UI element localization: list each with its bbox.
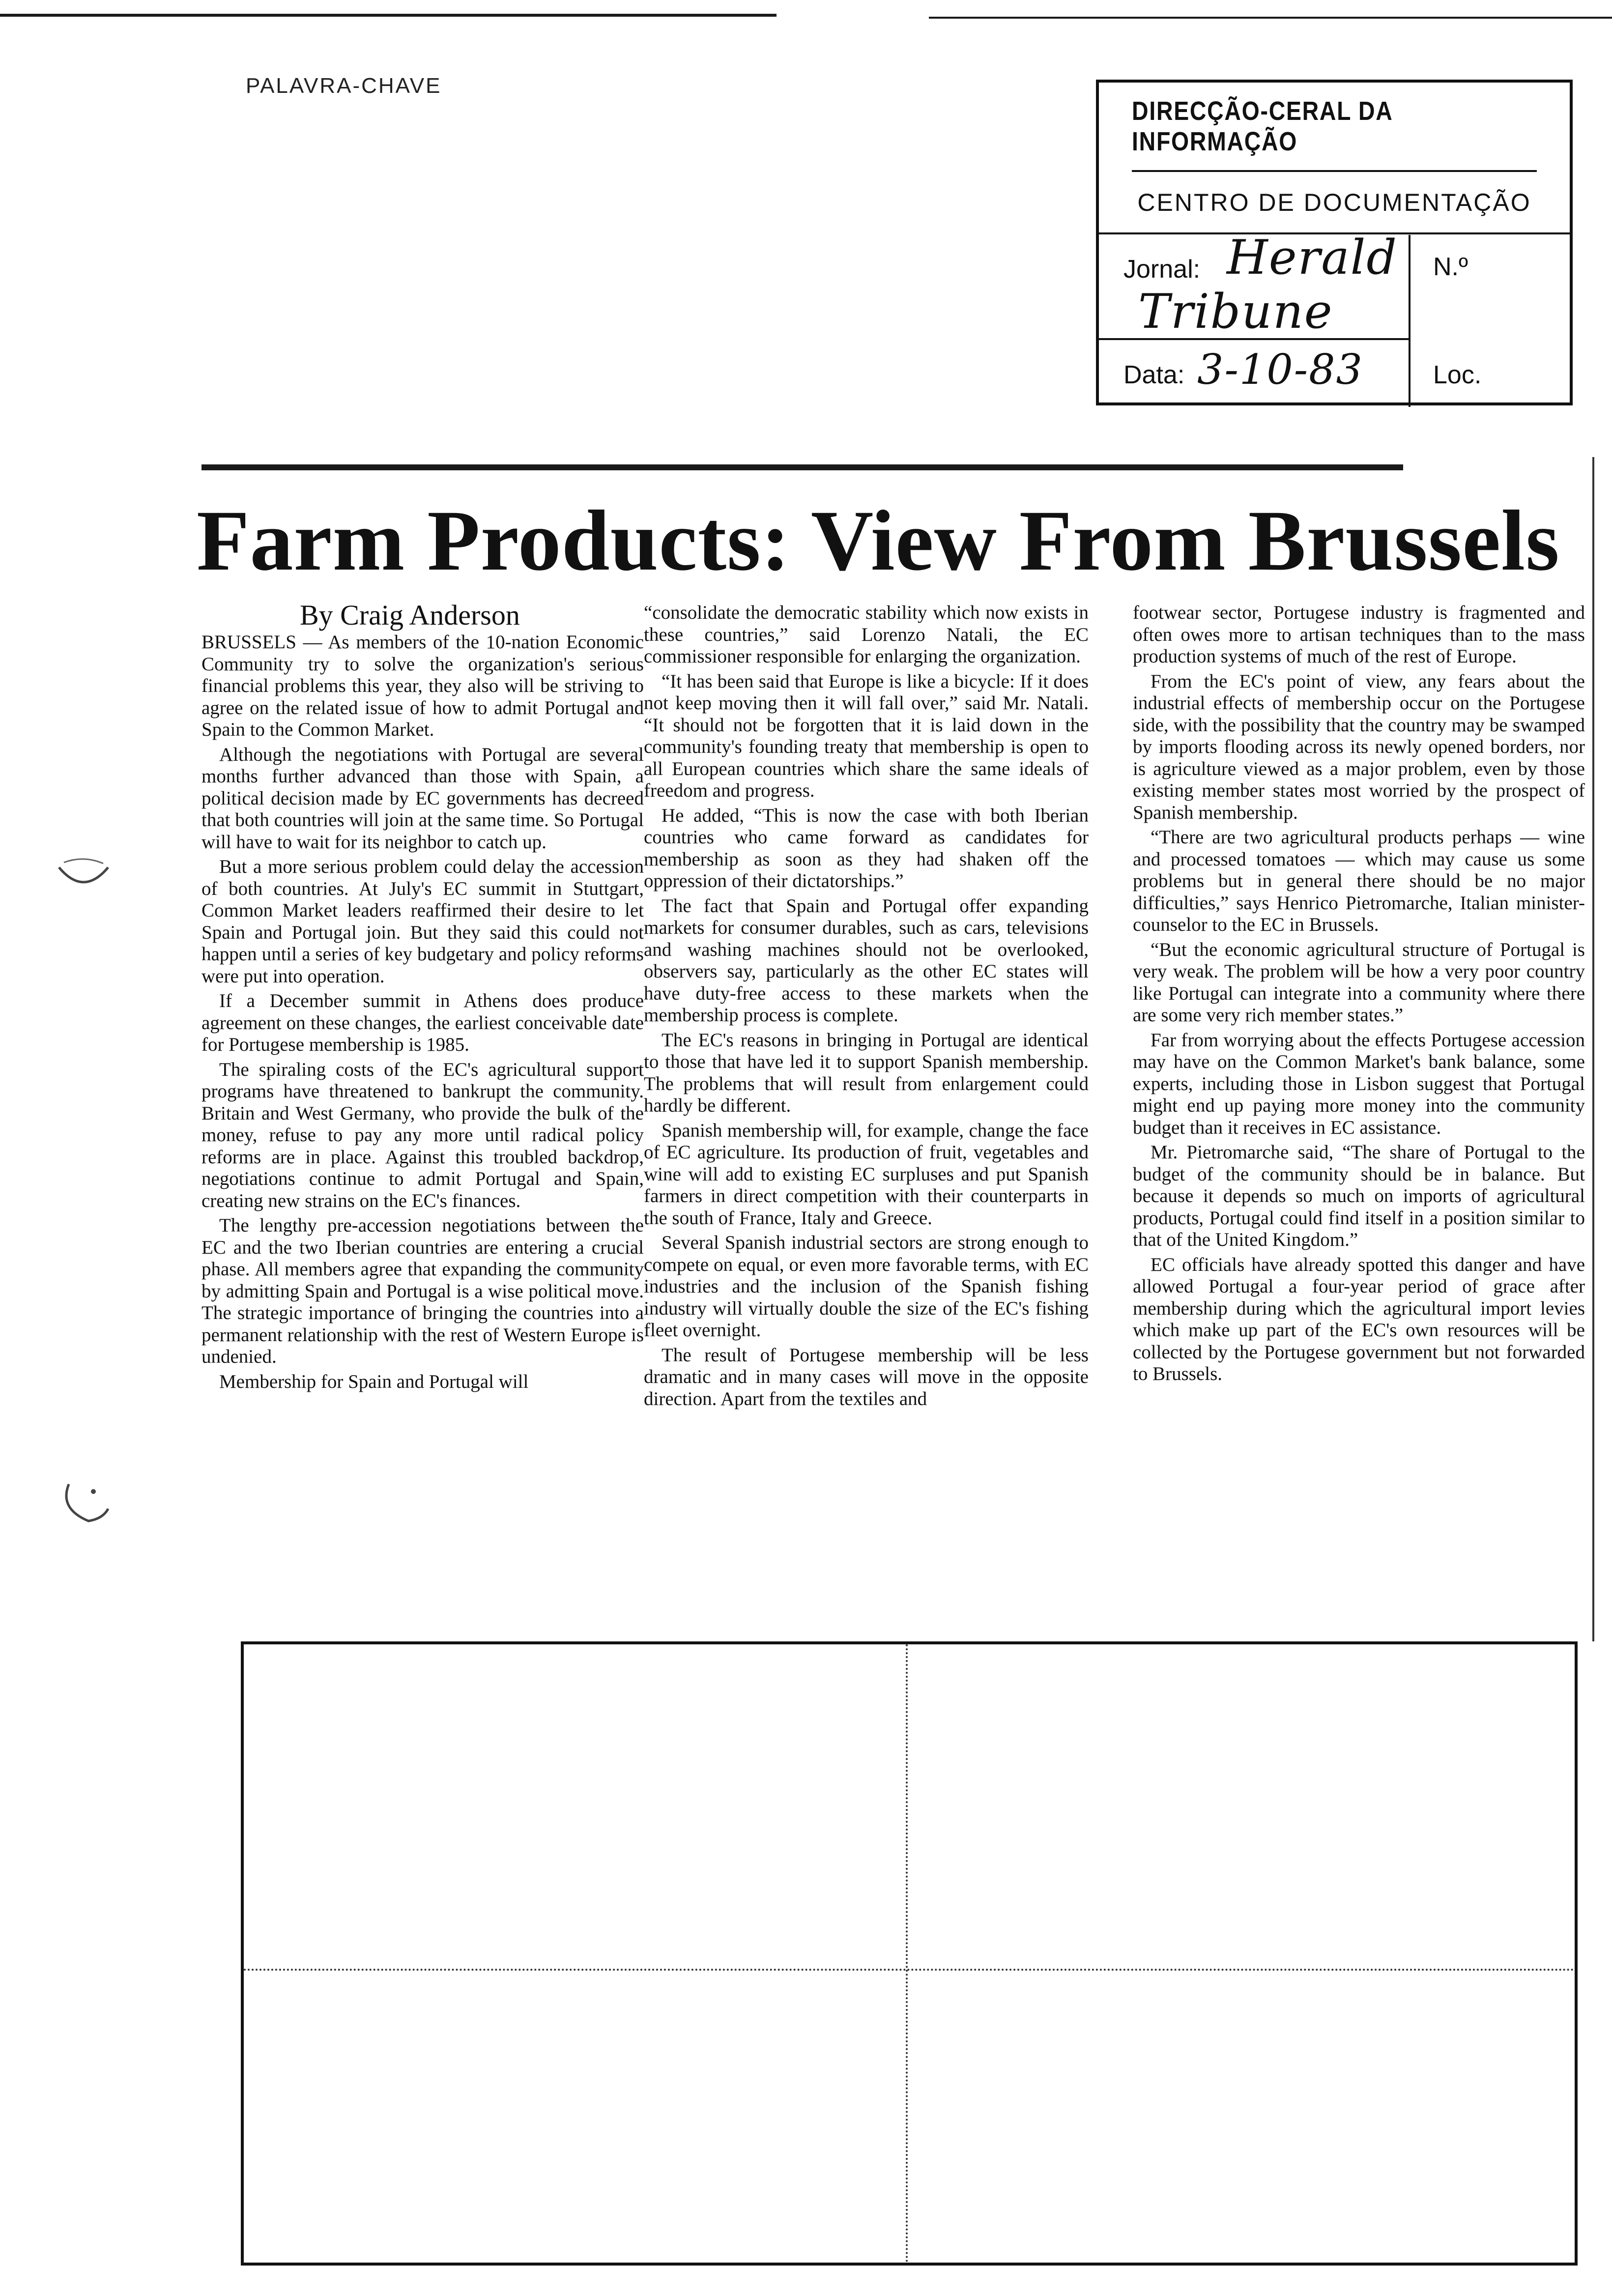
stamp-number-label: N.º [1433,253,1468,281]
paragraph: But a more serious problem could delay the accession of both countries. At July's EC summit in Stuttgart, Common Market leaders reaffirmed their desire to let Spain and Portugal join. But they said this could not happen until a series of key budgetary and policy reforms were put into operation. [202,856,644,987]
keyword-label: PALAVRA-CHAVE [246,74,442,98]
article-column-1 [202,631,644,1396]
paragraph: “There are two agricultural products perhaps — wine and processed tomatoes — which may cause us some problems but in general there should be no major difficulties,” says Henrico Pietromarche, Italian minister-counselor to the EC in Brussels. [1133,827,1585,935]
byline: By Craig Anderson [300,599,520,631]
box-divider-horizontal [244,1969,1575,1971]
right-margin-rule [1592,457,1594,1641]
headline-rule [202,464,1403,470]
stamp-date-value: 3-10-83 [1197,345,1363,394]
stamp-subheader: CENTRO DE DOCUMENTAÇÃO [1099,172,1570,234]
box-divider-vertical [906,1644,908,2263]
article-column-2 [644,602,1089,1413]
paragraph: EC officials have already spotted this danger and have allowed Portugal a four-year period of grace after membership during which the agricultural import levies which make up part of the EC's own resources will be collected by the Portugese government but not forwarded to Brussels. [1133,1254,1585,1384]
stamp-journal-label: Jornal: [1123,255,1201,284]
paragraph: From the EC's point of view, any fears about the industrial effects of membership occur on the Portugese side, with the possibility that the country may be swamped by imports flooding across its newly opened borders, nor is agriculture viewed as a major problem, even by those existing member states most worried by the prospect of Spanish membership. [1133,670,1585,823]
paragraph: The result of Portugese membership will be less dramatic and in many cases will move in the opposite direction. Apart from the textiles and [644,1344,1089,1409]
paragraph: Membership for Spain and Portugal will [219,1371,529,1392]
archive-stamp [1096,80,1573,405]
binder-hole-mark-icon [54,853,113,897]
headline: Farm Products: View From Brussels [197,493,1560,589]
paragraph: The spiraling costs of the EC's agricultural support programs have threatened to bankrupt the community. Britain and West Germany, who provide the bulk of the money, refuse to pay any more until radical policy reforms are in place. Against this troubled backdrop, negotiations continue to admit Portugal and Spain, creating new strains on the EC's finances. [202,1059,644,1211]
stamp-date-label: Data: [1123,361,1185,389]
paragraph: The EC's reasons in bringing in Portugal are identical to those that have led it to support Spanish membership. The problems that will result from enlargement could hardly be different. [644,1029,1089,1116]
paragraph: “But the economic agricultural structure of Portugal is very weak. The problem will be how a very poor country like Portugal can integrate into a community where there are some very rich member states.” [1133,939,1585,1026]
binder-hole-mark-icon [59,1474,113,1528]
empty-notes-box [241,1641,1578,2266]
paragraph: BRUSSELS — As members of the 10-nation Economic Community try to solve the organization's serious financial problems this year, they also will be striving to agree on the related issue of how to admit Portugal and Spain to the Common Market. [202,631,644,740]
stamp-location-label: Loc. [1433,361,1482,389]
top-rule-right [929,17,1612,19]
paragraph: “consolidate the democratic stability which now exists in these countries,” said Lorenzo Natali, the EC commissioner responsible for enlarging the organization. [644,602,1089,667]
paragraph: He added, “This is now the case with both Iberian countries who came forward as candidates for membership as soon as they had shaken off the oppression of their dictatorships.” [644,804,1089,891]
paragraph: The lengthy pre-accession negotiations between the EC and the two Iberian countries are entering a crucial phase. All members agree that expanding the community by admitting Spain and Portugal is a wise political move. The strategic importance of bringing the countries into a permanent relationship with the rest of Western Europe is undenied. [202,1215,644,1367]
paragraph: Although the negotiations with Portugal are several months further advanced than those with Spain, a political decision made by EC governments has decreed that both countries will join at the same time. So Portugal will have to wait for its neighbor to catch up. [202,744,644,853]
stamp-divider-vertical [1409,235,1410,407]
paragraph: Mr. Pietromarche said, “The share of Portugal to the budget of the community should be in balance. But because it depends so much on imports of agricultural products, Portugal could find itself in a position similar to that of the United Kingdom.” [1133,1142,1585,1250]
top-rule-left [0,14,777,17]
paragraph: footwear sector, Portugese industry is fragmented and often owes more to artisan techniques than to the mass production systems of much of the rest of Europe. [1133,602,1585,667]
paragraph: The fact that Spain and Portugal offer expanding markets for consumer durables, such as cars, televisions and washing machines should not be overlooked, observers say, particularly as the other EC states will have duty-free access to these markets when the membership process is complete. [644,895,1089,1026]
stamp-journal-value-2: Tribune [1138,284,1333,339]
paragraph: Spanish membership will, for example, change the face of EC agriculture. Its production of fruit, vegetables and wine will add to existing EC surpluses and put Spanish farmers in direct competition with their counterparts in the south of France, Italy and Greece. [644,1119,1089,1229]
paragraph: Several Spanish industrial sectors are strong enough to compete on equal, or even more favorable terms, with EC industries and the inclusion of the Spanish fishing industry will virtually double the size of the EC's fishing fleet overnight. [644,1232,1089,1341]
article-column-3 [1133,602,1585,1388]
paragraph: “It has been said that Europe is like a bicycle: If it does not keep moving then it will fall over,” said Mr. Natali. “It should not be forgotten that it is laid down in the community's founding treaty that membership is open to all European countries which share the same ideals of freedom and progress. [644,670,1089,801]
stamp-journal-value-1: Herald [1227,230,1398,285]
stamp-header: DIRECÇÃO-CERAL DA INFORMAÇÃO [1132,83,1537,172]
paragraph: Far from worrying about the effects Portugese accession may have on the Common Market's bank balance, some experts, including those in Lisbon suggest that Portugal might end up paying more money into the community budget than it receives in EC assistance. [1133,1029,1585,1138]
paragraph: If a December summit in Athens does produce agreement on these changes, the earliest conceivable date for Portugese membership is 1985. [202,990,644,1055]
